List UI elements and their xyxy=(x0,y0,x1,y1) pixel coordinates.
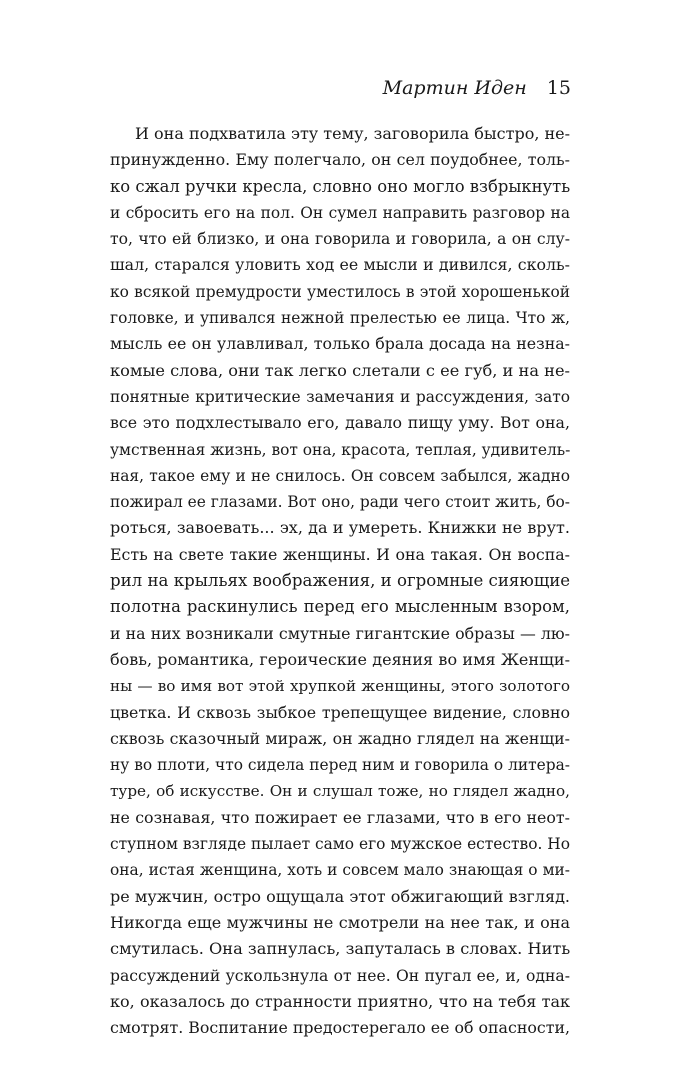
page-body xyxy=(110,121,570,1041)
page-number: 15 xyxy=(546,77,571,99)
text-line: головке, и упивался нежной прелестью ее лица. Что ж, xyxy=(110,309,570,328)
text-line: полотна раскинулись перед его мысленным взором, xyxy=(110,597,570,617)
text-line: и на них возникали смутные гигантские образы — лю- xyxy=(110,623,570,643)
text-line: ко всякой премудрости уместилось в этой хорошенькой xyxy=(110,282,570,301)
text-line: умственная жизнь, вот она, красота, теплая, удивитель- xyxy=(110,440,571,459)
text-line: пожирал ее глазами. Вот оно, ради чего стоит жить, бо- xyxy=(110,493,570,512)
book-title: Мартин Иден xyxy=(382,77,527,99)
text-line: ступном взгляде пылает само его мужское естество. Но xyxy=(110,835,570,854)
text-line: то, что ей близко, и она говорила и говорила, а он слу- xyxy=(110,230,570,249)
text-line: Никогда еще мужчины не смотрели на нее так, и она xyxy=(110,912,570,932)
text-line: понятные критические замечания и рассуждения, зато xyxy=(110,387,570,406)
text-line: роться, завоевать... эх, да и умереть. Книжки не врут. xyxy=(110,518,570,538)
text-line: ну во плоти, что сидела перед ним и говорила о литера- xyxy=(110,756,570,775)
text-line: бовь, романтика, героические деяния во имя Женщи- xyxy=(110,649,570,669)
text-line: и сбросить его на пол. Он сумел направить разговор на xyxy=(110,203,570,222)
text-line: шал, старался уловить ход ее мысли и дивился, сколь- xyxy=(110,255,570,275)
text-line: ре мужчин, остро ощущала этот обжигающий взгляд. xyxy=(110,886,570,906)
text-line: не сознавая, что пожирает ее глазами, что в его неот- xyxy=(110,807,570,827)
text-line: сквозь сказочный мираж, он жадно глядел на женщи- xyxy=(110,728,570,748)
text-line: туре, об искусстве. Он и слушал тоже, но глядел жадно, xyxy=(110,782,570,801)
text-line: ко сжал ручки кресла, словно оно могло взбрыкнуть xyxy=(110,176,571,196)
text-line: И она подхватила эту тему, заговорила быстро, не- xyxy=(135,124,571,143)
text-line: принужденно. Ему полегчало, он сел поудобнее, толь- xyxy=(110,150,570,170)
running-header xyxy=(383,76,571,100)
text-line: рассуждений ускользнула от нее. Он пугал ее, и, одна- xyxy=(110,966,570,985)
text-line: смотрят. Воспитание предостерегало ее об опасности, xyxy=(110,1018,570,1038)
text-line: ная, такое ему и не снилось. Он совсем забылся, жадно xyxy=(110,466,570,485)
text-line: комые слова, они так легко слетали с ее губ, и на не- xyxy=(110,360,570,380)
text-line: цветка. И сквозь зыбкое трепещущее видение, словно xyxy=(110,702,570,722)
text-line: Есть на свете такие женщины. И она такая. Он воспа- xyxy=(110,544,570,564)
text-line: она, истая женщина, хоть и совсем мало знающая о ми- xyxy=(110,861,570,880)
text-line: ко, оказалось до странности приятно, что на тебя так xyxy=(110,991,570,1011)
text-line: все это подхлестывало его, давало пищу уму. Вот она, xyxy=(110,413,570,433)
text-line: рил на крыльях воображения, и огромные сияющие xyxy=(110,571,571,591)
text-line: мысль ее он улавливал, только брала досада на незна- xyxy=(110,334,570,354)
text-line: ны — во имя вот этой хрупкой женщины, этого золотого xyxy=(110,677,570,696)
text-line: смутилась. Она запнулась, запуталась в словах. Нить xyxy=(110,939,571,959)
